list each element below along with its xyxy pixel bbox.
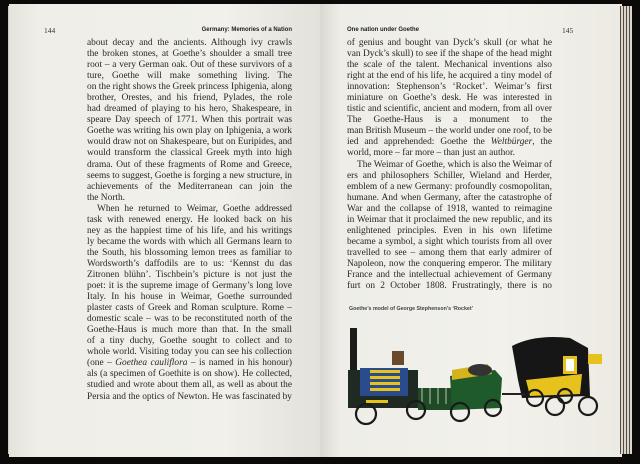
text-line — [347, 82, 552, 93]
text-segment: ers and philosophers Schiller, Wieland and Herder, — [347, 170, 552, 181]
text-line — [347, 171, 552, 182]
text-segment: Wordsworth’s daffodils are to us: ‘Kennst du das — [87, 258, 292, 269]
text-line — [87, 71, 292, 82]
text-segment: ney as the happiest time of his life, and his writings — [87, 225, 292, 236]
text-line — [347, 160, 552, 171]
text-line — [347, 38, 552, 49]
text-segment: Persia and the optics of Newton. He was fascinated by — [87, 391, 292, 402]
text-line — [347, 215, 552, 226]
text-segment: ly became the words with which all Germans learn to — [87, 236, 292, 247]
text-line — [347, 104, 552, 115]
figure-caption: Goethe’s model of George Stephenson’s ‘Rocket’ — [349, 306, 474, 312]
text-segment: Italy. In his house in Weimar, Goethe surrounded — [87, 292, 292, 303]
text-segment: seems to suggest, Goethe is forging a new structure, in — [87, 170, 292, 181]
text-segment: Goethe-Haus is much more than that. In the small — [87, 325, 292, 336]
text-segment: man British Museum – the world under one roof, to be — [347, 126, 552, 137]
text-line — [87, 126, 292, 137]
text-segment: brother, Orestes, and his friend, Pylades, the role — [87, 93, 292, 104]
text-line — [347, 248, 552, 259]
text-segment: would draw not on Shakespeare, but on Euripides, and — [87, 137, 292, 148]
text-line — [347, 193, 552, 204]
text-segment: domestic scale – was to be reconstituted north of the — [87, 314, 292, 325]
text-line — [87, 248, 292, 259]
text-segment: enlightened principles. Even in his own lifetime — [347, 225, 552, 236]
text-segment: Zitronen blühn’. Tischbein’s picture is not just the — [87, 269, 292, 280]
text-line — [87, 281, 292, 292]
text-segment: root – a very German oak. Out of these survivors of a — [87, 60, 292, 71]
text-segment: emblem of a new Germany: profoundly cosmopolitan, — [347, 181, 552, 192]
text-line — [87, 314, 292, 325]
text-segment: task with renewed energy. He looked back on his — [87, 214, 292, 225]
text-line — [87, 137, 292, 148]
text-line — [347, 182, 552, 193]
locomotive — [348, 328, 418, 408]
text-segment: of genius and bought van Dyck’s skull (or what he — [347, 38, 552, 48]
carriage — [502, 337, 602, 398]
text-segment: tistic and scientific, ancient and modern, from all over — [347, 104, 552, 115]
text-segment: furt on 2 October 1808. Frustratingly, there is no — [347, 281, 552, 292]
text-line — [87, 325, 292, 336]
text-segment: world, more – far more – than just an author. — [347, 148, 515, 159]
text-segment: whole world. Visiting today you can see his collection — [87, 347, 292, 358]
text-line — [87, 49, 292, 60]
text-segment: about decay and the ancients. Although ivy crawls — [87, 38, 292, 48]
text-line — [87, 358, 292, 369]
text-line — [347, 126, 552, 137]
text-line — [87, 38, 292, 49]
page-number-right: 145 — [562, 26, 574, 35]
text-segment: studied and wrote about them all, as well as about the — [87, 380, 292, 391]
running-head-left: Germany: Memories of a Nation — [201, 27, 292, 33]
right-body-text — [347, 38, 552, 292]
text-line — [347, 148, 552, 159]
text-line — [347, 270, 552, 281]
text-line — [87, 369, 292, 380]
text-line — [347, 115, 552, 126]
text-line — [87, 115, 292, 126]
text-line — [87, 204, 292, 215]
italic-text: Weltbürger — [490, 137, 533, 148]
text-segment: humane. And when Germany, after the catastrophe of — [347, 192, 552, 203]
text-line — [87, 347, 292, 358]
text-line — [87, 60, 292, 71]
text-segment: als (a specimen of Goethite is on show). He collected, — [87, 369, 292, 380]
text-line — [347, 71, 552, 82]
text-segment: the broken stones, at Goethe’s shoulder a small tree — [87, 49, 292, 60]
text-line — [347, 49, 552, 60]
text-segment: France and the intellectual achievement of Germany — [347, 269, 552, 280]
text-line — [87, 270, 292, 281]
rocket-model-figure — [330, 318, 610, 428]
text-line — [87, 215, 292, 226]
text-line — [347, 137, 552, 148]
text-segment: The Goethe-Haus is a monument to the — [347, 115, 552, 126]
text-segment: had dreamed of playing to his hero, Shakespeare, in — [87, 104, 292, 115]
text-segment: the South, his blossoming lemon trees as familiar to — [87, 247, 292, 258]
text-segment: achievements of the Mediterranean can join the — [87, 181, 292, 192]
page-edges-right — [620, 6, 632, 454]
text-segment: would transform the classical Greek myth into high — [87, 148, 292, 159]
text-line — [87, 392, 292, 403]
text-line — [87, 292, 292, 303]
text-segment: – is named in his honour) — [190, 358, 292, 369]
text-segment: the scale of the talent. Mechanical inventions also — [347, 60, 552, 71]
text-segment: speare Day speech of 1771. When this portrait was — [87, 115, 292, 126]
text-segment: War and the collapse of 1918, wanted to reimagine — [347, 203, 552, 214]
text-line — [87, 182, 292, 193]
text-line — [347, 226, 552, 237]
text-segment: innovation: Stephenson’s ‘Rocket’. Weimar’s first — [347, 82, 552, 93]
text-segment: in Weimar that it proclaimed the new republic, and its — [347, 214, 552, 225]
text-line — [347, 93, 552, 104]
text-segment: plaster casts of Greek and Roman sculpture. Rome – — [87, 303, 292, 314]
text-segment: travelled to see – among them that early admirer of — [347, 247, 552, 258]
text-segment: The Weimar of Goethe, which is also the Weimar of — [357, 159, 552, 170]
text-segment: on the right shows the Greek princess Iphigenia, along — [87, 82, 292, 93]
text-line — [347, 60, 552, 71]
text-line — [87, 93, 292, 104]
text-segment: became a symbol, a sight which tourists from all over — [347, 236, 552, 247]
text-segment: (one – — [87, 358, 116, 369]
text-segment: , the — [532, 137, 552, 148]
text-segment: ied and apprehended: Goethe the — [347, 137, 491, 148]
text-segment: Goethe was writing his own play on Iphigenia, a work — [87, 126, 292, 137]
text-line — [87, 171, 292, 182]
text-line — [87, 380, 292, 391]
text-line — [347, 281, 552, 292]
text-line — [87, 303, 292, 314]
text-segment: When he returned to Weimar, Goethe addressed — [97, 203, 292, 214]
text-line — [87, 237, 292, 248]
page-number-left: 144 — [44, 26, 56, 35]
text-line — [347, 237, 552, 248]
text-line — [87, 336, 292, 347]
text-segment: van Dyck’s skull) to see if the shape of the head might — [347, 49, 552, 60]
text-segment: ture, Goethe will make something living. The — [87, 71, 292, 82]
text-line — [347, 259, 552, 270]
text-line — [87, 259, 292, 270]
text-segment: the North. — [87, 192, 126, 203]
text-segment: of a tiny duchy, Goethe sought to collect and to — [87, 336, 292, 347]
text-line — [87, 160, 292, 171]
text-segment: drama. Out of these fragments of Rome and Greece, — [87, 159, 292, 170]
text-line — [87, 104, 292, 115]
text-segment: Napoleon, now the conquering emperor. The military — [347, 258, 552, 269]
left-body-text — [87, 38, 292, 403]
text-segment: poet: it is the supreme image of Germany’s long love — [87, 281, 292, 292]
text-line — [87, 82, 292, 93]
text-line — [87, 226, 292, 237]
text-segment: right at the end of his life, he acquired a tiny model of — [347, 71, 552, 82]
italic-text: Goethea cauliflora — [115, 358, 188, 369]
running-head-right: One nation under Goethe — [347, 27, 420, 33]
text-line — [87, 193, 292, 204]
text-segment: miniature on Goethe’s desk. He was interested in — [347, 93, 552, 104]
text-line — [87, 148, 292, 159]
text-line — [347, 204, 552, 215]
